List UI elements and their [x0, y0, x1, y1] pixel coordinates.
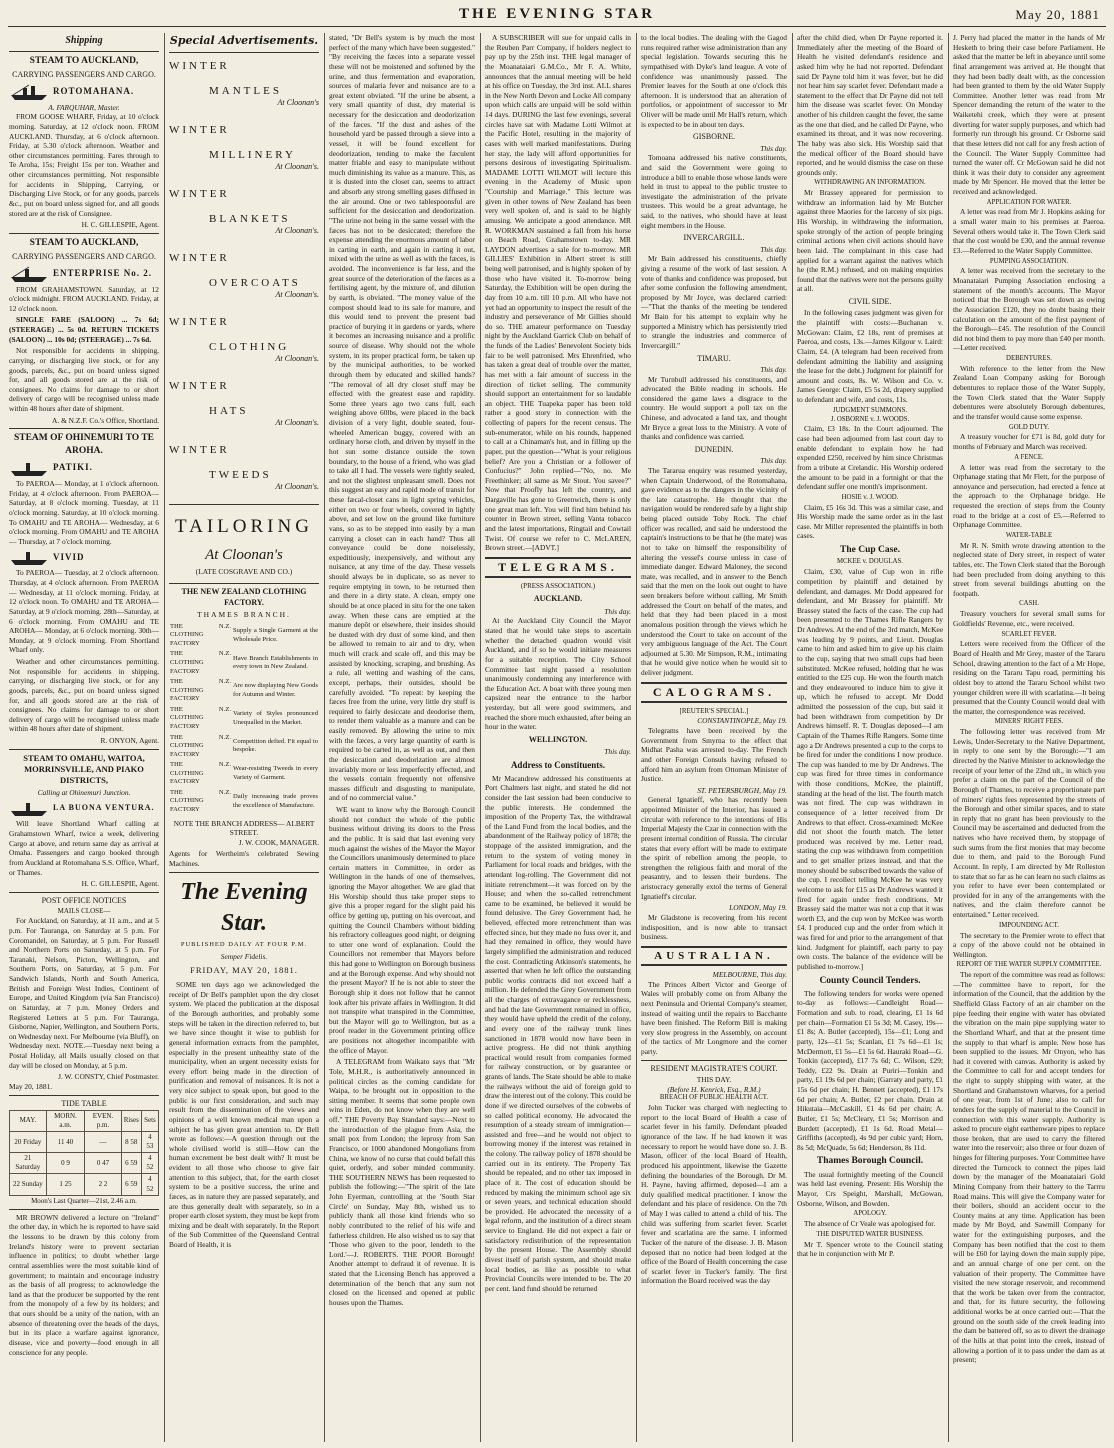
factory-label: THE N.Z. CLOTHING FACTORY — [170, 761, 231, 786]
agent: R. ONYON, Agent. — [100, 736, 159, 746]
article-text: The usual fortnightly meeting of the Council was held last evening. Present: His Worship the Mayor, Crs Speight, Marshall, McGowan, Osborne, Wilson, and Bowden. — [797, 1169, 943, 1208]
dateline: WELLINGTON. — [528, 734, 588, 744]
column-rule — [324, 33, 325, 1442]
table-cell: 4 52 — [141, 1174, 158, 1195]
table-row — [169, 649, 319, 677]
table-cell: 0 47 — [85, 1153, 121, 1174]
section-title-shipping: Shipping — [65, 35, 103, 46]
article-text: The report of the committee was read as follows:—The committee have to report, for the information of the Council, that the addition by the Sheffield Glass Factory of an air chamber on the pipe feeding their engine with water has obviated the vibration on the main pipe supplying water to the Shortland Wharf, and that at the present time the supply to that wharf is ample. New hose has been supplied to the issues. Mr Onyon, who has had it covered with canvas. Authority is asked by the Committee to call for and accept tenders for the right to supply shipping with water, at the Shortland and Grahamstown wharves, for a period of one year, from 1st of June; also to call for tenders for the supply of material to the Council in connection with this water supply. Authority is asked to procure eight earthenware pipes to replace those broken, that are used to carry the filtered water into the reservoir; also three or four dozen of hinges for filtering purposes. Your Committee have directed the Turncock to connect the pipes laid down by the manager of the Moanataiari Gold Mining Company from their battery to the Tarrru Road mains. This will give the Company water for their boilers, should an accident occur to the County mains at any time. Application has been made by Mr Boyd, and Sawmill Company for water for the extinguishing purposes, and the Company has been notified that the cost to them will be £60 for laying down the main supply pipe, and an annual charge of one per cent. on the valuation of their property. The Committee have visited the new storage reservoir, and recommend that the work be taken over from the contractor, and that, for its future security, the following additional works be at once carried out:—That the ground on the south side of the creek leading into the dam be battered off, so as to divert the drainage of the hills at that point into the creek, instead of allowing a portion of it to pass under the dam as at present; — [953, 970, 1105, 1365]
newspaper-title: THE EVENING STAR — [458, 6, 656, 22]
table-cell: 2 2 — [85, 1174, 121, 1195]
case-heading: REPORT OF THE WATER SUPPLY COMMITTEE. — [956, 961, 1102, 969]
subheading: Calling at Ohinemuri Junction. — [37, 787, 131, 797]
factory-branch: THAMES BRANCH. — [197, 610, 291, 620]
article-text: Claim, £3 18s. In the Court adjourned. The case had been adjourned from last court day to enable defendant to explain how he had expended £250, received by him since Christmas from a tribute at Crelandic. His Worship ordered the amount to be paid in a fortnight or that the defendant suffer one month's imprisonment. — [797, 424, 943, 492]
article-text: to the local bodies. The dealing with the Gagod runs required rather wise administration than any special legislation. Towards securing this he sympathised with Dyke's land league. A vote of confidence was unanimously passed. The Premier leaves for the South at one o'clock this afternoon. It is understood that an alteration of portfolios, or appointment of successor to Mr Oliver will be made until Mr Hall's return, which is expected to be in about ten days. — [641, 33, 787, 129]
table-cell: 21 Saturday — [10, 1153, 47, 1174]
article-text: A SUBSCRIBER will sue for unpaid calls in the Reuben Parr Company, if holders neglect to pay up by the 25th inst. THE legal manager of the Moanataiari G.M.Co., Mr F. A. White, announces that the annual meeting will be held at his office on Tuesday, the 3rd inst. ALL shares in the New North Devon and Locke All company upon which calls are unpaid will be sold within 14 days. DURING the last few evenings, several circles have sat with Madame Lotti Wilmot at the Pacific Hotel, resulting in the majority of cases with well marked manifestations. During her stay, the lady will afford opportunities for persons desirous of investigating Spiritualism. MADAME LOTTI WILMOT will lecture this evening in the Academy of Music upon "Courtship and Marriage." This lecture was given in other towns of New Zealand has been very well spoken of, and is said to be highly amusing. We anticipate a good attendance. MR R. WORKMAN sustained a fall from his horse on Beach Road, Grahamstown to-day. MR LAYDON advertises a sale for to-morrow. MR GILLIES' Exhibition in Albert street is still being well patronised, and is highly spoken of by those who have visited it. To-morrow being Saturday, the Exhibition will be open during the day from 10 a.m. till 10 p.m. All who have not yet had an opportunity to inspect the result of the industry and perseverance of Mr Gillies should do so. THE amateur performance on Tuesday night by the Auckland Garrick Club on behalf of the funds of the Ladies' Benevolent Society bids fair to be well patronised. Mrs Ehrenfried, who has taken a great deal of trouble over the matter, has met with a fair amount of success in the direction of ticket selling. The community should support an entertainment for so laudable an object. THE Tuapeka paper has been told rather a good story in connection with the collecting of papers for the recent census. The sub-enumerator, while on his rounds, happened to call at a Chinaman's hut, and in filling up the paper, put the question—"What is your religious belief? Are you a Christian or a follower of Confucius?" John replied—"No, no. Me Freethinker; all same as Mr Stout. You savee?" Now that Proofly has left the country, and Dargaville has gone to Greenwich, there is only one great man left. You will find him behind his counter in Brown street, selling Vanta tobacco and the latest importations, Ringtail and Cowtail Twist. Of course we refer to C. McLAREN, Brown street.—[ADVT.] — [485, 33, 631, 553]
telegrams-heading: TELEGRAMS. — [485, 557, 631, 579]
table-row — [10, 1174, 159, 1195]
ad-item: CLOTHING — [209, 340, 290, 353]
winter-ad — [169, 315, 319, 373]
ship-master: A. FARQUHAR, Master. — [48, 102, 120, 112]
factory-label: THE N.Z. CLOTHING FACTORY — [170, 650, 231, 675]
case-heading: A FENCE. — [1014, 453, 1044, 461]
dateline-time: This day. — [760, 364, 787, 374]
steamship-icon — [9, 83, 49, 101]
case-heading: IMPOUNDING ACT. — [999, 921, 1059, 929]
article-text: after the child died, when Dr Payne reported it. Immediately after the meeting of the Board of Health he visited defendant's residence and asked him why he had not reported. Defendant said Dr Payne told him it was fever, but he did not hear him say scarlet fever. Defendant made a statement to the effect that Dr Payne did not tell him the disease was scarlet fever. On Monday another of his children caught the fever, the same as the one that died, and he called Dr Payne, who examined its throat, and it was now recovering. The baby was also sick. His Worship said that the medical officer of the Board should have reported, and he would dismiss the case on these grounds only. — [797, 33, 943, 177]
ship-ad — [9, 459, 159, 477]
factory-heading: THE NEW ZEALAND CLOTHING FACTORY. — [181, 587, 307, 607]
divider — [9, 233, 159, 234]
ship-name: ROTOMAHANA. — [53, 85, 135, 96]
column-rule — [164, 33, 165, 1442]
post-date: May 20, 1881. — [9, 1081, 53, 1091]
column-7 — [953, 33, 1105, 1442]
fares: SINGLE FARE (SALOON) ... 7s 6d; (STEERAGE) ... 5s 0d. RETURN TICKETS (SALOON) ... 10s 0d; (STEERAGE) ... 7s 6d. — [9, 315, 159, 344]
ad-item: OVERCOATS — [209, 276, 301, 289]
case-heading: WATER-TABLE — [1005, 531, 1053, 539]
table-row — [10, 1132, 159, 1153]
divider — [169, 583, 319, 584]
article-text: Mr Gladstone is recovering from his recent indisposition, and is now able to transact business. — [641, 912, 787, 942]
ad-heading: WINTER — [169, 316, 230, 329]
factory-claim: Supply a Single Garment at the Wholesale Price. — [233, 627, 318, 643]
ship-ad — [9, 83, 159, 101]
table-header-row — [10, 1110, 159, 1131]
factory-label: THE N.Z. CLOTHING FACTORY — [170, 788, 231, 814]
heading: STEAM TO AUCKLAND, — [29, 237, 139, 248]
winter-ad — [169, 187, 319, 245]
dateline-time: This day. — [760, 456, 787, 466]
ad-item: BLANKETS — [209, 212, 291, 225]
ship-ad — [9, 265, 159, 283]
case-parties: MCKEE v. DOUGLAS. — [836, 558, 904, 566]
agents-note: Agents for Wertheim's celebrated Sewing Machines. — [169, 849, 319, 869]
divider — [9, 749, 159, 750]
case-heading: CASH. — [1019, 600, 1039, 608]
ad-heading: WINTER — [169, 188, 230, 201]
notice: Weather and other circumstances permitting. Not responsible for accidents in shipping, carrying, or discharging live stock, or for any goods, parcels, &c., put on board unless signed for, and all goods stored are at the risk of consignees. No claims for damage to or short delivery of cargo will be recognised unless made within 48 hours after date of shipment. — [9, 657, 159, 734]
table-row — [169, 622, 319, 650]
dateline: AUCKLAND. — [533, 594, 583, 604]
divider — [169, 504, 319, 505]
dateline: INVERCARGILL. — [683, 233, 745, 243]
column-rule — [480, 33, 481, 1442]
ad-heading: WINTER — [169, 252, 230, 265]
tailoring-store: At Cloonan's — [205, 546, 283, 563]
table-cell: 6 59 — [121, 1174, 141, 1195]
ship-name: VIVID — [53, 551, 85, 562]
manager: J. W. COOK, MANAGER. — [238, 837, 319, 847]
ship-schedule: FROM GRAHAMSTOWN. Saturday, at 12 o'clock midnight. FROM AUCKLAND. Friday, at 12 o'clock noon. — [9, 284, 159, 313]
article-text: Mr T. Spencer wrote to the Council stating that he in conjunction with Mr P. — [797, 1239, 943, 1259]
ad-item: MANTLES — [209, 84, 282, 97]
post-office-subheading: MAILS CLOSE— — [57, 907, 111, 916]
telegrams-source: (PRESS ASSOCIATION.) — [520, 582, 596, 591]
dateline: CONSTANTINOPLE, May 19. — [697, 716, 787, 726]
heading: STEAM TO OMAHU, WAITOA, MORRINSVILLE, AND PIAKO DISTRICTS, — [23, 752, 145, 785]
dateline: LONDON, May 19. — [729, 903, 787, 913]
article-heading: The Cup Case. — [840, 545, 900, 556]
ad-store: At Cloonan's. — [275, 481, 319, 491]
table-cell: 4 52 — [141, 1153, 158, 1174]
dateline-time: This day. — [604, 606, 631, 616]
ship-schedule: FROM GOOSE WHARF, Friday, at 10 o'clock morning. Saturday, at 12 o'clock noon. FROM AUCKLAND. Thursday, at 6 o'clock afternoon. Friday, at 5.30 o'clock afternoon. Weather and other circumstances permitting. Fares through to Te Aroha, 15s; Freight 15s per ton. Weather and other circumstances permitting. Not responsible for accidents in Shipping, Carrying, or Discharging Live Stock, or for any goods, parcels &c., put on board unless signed for, and all goods stored are at the risk of Consignee. — [9, 112, 159, 218]
divider — [9, 892, 159, 893]
ad-heading: WINTER — [169, 124, 230, 137]
table-cell: 4 53 — [141, 1132, 158, 1153]
article-text: The absence of Cr Veale was apologised for. — [804, 1219, 936, 1229]
column-5 — [641, 33, 787, 1442]
article-text: A letter was read from the secretary to the Orphanage stating that Mr Flett, for the purpose of annoyance and persecution, had erected a fence at the approach to the Orphanage bridge. He requested the erection of steps from the County road to the bridge at a cost of £5.—Referred to Orphanage Committee. — [953, 462, 1105, 530]
column-6 — [797, 33, 943, 1442]
article-text: Claim, £30, value of Cup won in rifle competition by plaintiff and detained by defendant, and damages. Mr Dodd appeared for defendant, and Mr Brassey for plaintiff. Mr Brassey stated the facts of the case. The cup had been presented to the Thames Rifle Rangers by Dr Andrews. At the end of the 3rd match, McKee was leading by 9 points, and Lieut. Douglas came to him and asked him to give up his claim to the cup, saying that two small cups had been substituted. McKee refused, holding that he was entitled to the £25 cup. He won the fourth match and they endeavoured to induce him to give it up, which he refused to accept. Mr Dodd admitted the possession of the cup, but said it had been withdrawn from competition by Dr Andrews himself. R. T. Douglas deposed—I am Captain of the Thames Rifle Rangers. Some time ago a Dr Andrews presented a cup to the corps to be fired for under the conditions I now produce. The cup was handed to me by Dr Andrews. The cup was fired for three times in conformance with those conditions, McKee, the plaintiff, standing at the head of the list. The fourth match was not fired. The cup was withdrawn in consequence of a letter received from Dr Andrews to that effect. Cross-examined: McKee did not shoot the fourth match. The letter produced was received by me. Letter read, stating the cup was withdrawn from competition and to get smaller prizes instead, and that the money should be subscribed towards the value of the cup. I recollect telling McKee he was very welcome to ask for £15 as Dr Andrews wanted it fired for again under fresh conditions. Mr Brassey said the matter was not a cup that it was worth £3, and the cup won by McKee was worth £4. I produced cup and the order from which it was fired for and prior to the arrangement of that kind. Judgment for plaintiff, each party to pay own costs. The balance of the evidence will be published to-morrow.] — [797, 567, 943, 971]
article-text: Mr Bain addressed his constituents, chiefly giving a resume of the work of last session. A vote of thanks and confidence was proposed, but after some confusion the following amendment, proposed by Mr Joyce, was declared carried:—"That the thanks of the meeting be tendered Mr Bain for his attempt to explain why he supported a Ministry which has persistently tried to strangle the industries and commerce of Invercargill." — [641, 254, 787, 350]
ship-name: PATIKI. — [53, 462, 93, 473]
case-heading: DEBENTURES. — [1006, 355, 1052, 363]
table-cell: 0 9 — [46, 1153, 85, 1174]
column-4 — [485, 33, 631, 1442]
steamship-icon — [9, 799, 49, 817]
ship-schedule: To PAEROA— Tuesday, at 2 o'clock afternoon. Thursday, at 4 o'clock afternoon. From PAEROA— Wednesday, at 11 o'clock morning. Friday, at 12 o'clock noon. To OMAHU and TE AROHA— Saturday, at 9 o'clock morning. 28th—Saturday, at 6 o'clock morning. From OMAHU and TE AROHA— Monday, at 6 o'clock morning. 30th—Monday, at 9 o'clock morning. From Shortland Wharf only. — [9, 568, 159, 655]
table-cell: 20 Friday — [10, 1132, 47, 1153]
subheading: CARRYING PASSENGERS AND CARGO. — [12, 252, 156, 262]
factory-claim: Wear-resisting Tweeds in every Variety of Garment. — [233, 765, 318, 782]
article-text: Letters were received from the Officer of the Board of Health and Mr Grey, master of the Tararu School, drawing attention to the fact of a Mr Hope, residing on the Tararu Tapu road, permitting his oldest boy to attend the Tararu School whilst two younger children were ill with scarlatina.—It being presumed that the County Council would deal with the matter, the correspondence was received. — [953, 639, 1105, 716]
divider — [9, 428, 159, 429]
heading: STEAM TO AUCKLAND, — [29, 56, 139, 66]
factory-claim: Have Branch Establishments in every town in New Zealand. — [233, 654, 318, 671]
dateline-time: This day. — [604, 747, 631, 757]
editorial-date: FRIDAY, MAY 20, 1881. — [190, 965, 298, 976]
tide-table — [9, 1110, 159, 1196]
article-heading: Address to Constituents. — [510, 759, 606, 770]
article-text: The Tararua enquiry was resumed yesterday, when Captain Underwood, of the Rotomahana, gave evidence as to the dangers in the vicinity of the late catastrophe. He thought that the navigation would be rendered safe by a light ship being placed outside Toby Rock. The chief officer was recalled, and said he understood the captain's instructions to be that he (the mate) was not to take on himself the responsibility of altering the vessel's course unless in case of immediate danger. Edward Maloney, the second mate, was recalled, and in answer to the Bench said that the men on the look out ought to have seen breakers before without calling. Mr Smith addressed the Court on behalf of the mates, and held that they had been placed in a most anomalous position through the views which he understood the Court to take on account of the very ambiguous language of the Act. The Court adjourned at 5.30. Mr Simpson, R.M., intimating that he would give notice when he would sit to deliver judgment. — [641, 465, 787, 678]
steamship-icon — [9, 265, 49, 283]
case-heading: PUMPING ASSOCIATION. — [989, 257, 1069, 265]
factory-table — [169, 622, 319, 816]
calograms-source: [REUTER'S SPECIAL.] — [679, 707, 749, 716]
table-cell: 6 59 — [121, 1153, 141, 1174]
article-text: The following tenders for works were opened to-day as follows:—Candleight Road—Formation and sub. to road, clearing, £1 1s 6d per chain—Formation £1 5s 3d; M. Casey, 19s—£1 8s; A. Butler (accepted), 15s—£1; Long and party, 12s—£1 5s; Scanlan, £1 7s 6d—£1 1s; McDermott, £1 5s—£1 5s 6d. Hauraki Road—G. Tonkin (accepted), £17 7s 6d; C. Wilson, £29; Teddy, £22 9s. Drain at Puriri—Tonkin and party, £1 19s 6d per chain; (Garraty and party, £1 15s 6d per chain; H. Bennett (accepted), £1 17s 6d per chain; A. Butler, £2 per chain. Drain at Hikutaia—McCaskill, £1 4s 6d per chain; A. Butler, £1 5s; McCleary, £1 5s; Morrison and Burdett (accepted), £1 1s 6d. Road Metal—Griffiths (accepted), 4s 9d per cubic yard; Horn, 8s 5d; McQuade, 5s 6d; Henderson, 8s 11d. — [797, 988, 943, 1152]
page-date: May 20, 1881 — [1015, 7, 1100, 22]
paper-title: The Evening Star. — [180, 878, 308, 936]
article-text: A letter was read from Mr J. Hopkins asking for a small water main to his premises at Paeroa. Several others would take it. The Town Clerk said that the cost would be £30, and the annual revenue £3.—Referred to the Water Supply Committee. — [953, 207, 1105, 255]
article-text: Mr Macandrew addressed his constituents at Port Chalmers last night, and stated he did not consider the last session had been conducive to the public interests. He condemned the imposition of the Property Tax, the withdrawal of the Land Fund from the local bodies, and the abandonment of the Railway policy of 1878; the stoppage of the assisted immigration, and the return to the system of voting money in Parliament for local roads and bridges, with the attendant log-rolling. The Government did not initiate retrenchment—it was forced on by the House; and when the so-called retrenchment came to be examined, he believed it would be found delusive. The Grey Government had, he believed, effected more retrenchment than was effected since, but they made no fuss over it, and had they remained in office, they would have largely simplified the administration and reduced the cost. Contradicting Atkinson's statements, he asserted that when he left office the outstanding public works contracts did not exceed half a million. He defended the Grey Government from all the charges of extravagance or recklessness, and had the late Government remained in office, they would have upheld the credit of the colony, and every one of the railway trunk lines sanctioned in 1878 would now have been in active progress. He did not think anything practical would result from companies formed for railway construction, or by guarantee or grants of lands. The State should be able to make the railways without the aid of foreign gold to draw the interest out of the colony. This could be done if we directed ourselves of the cobwebs of so called political economy. He advocated the resumption of a steady stream of immigration—assisted and free—and he would not object to borrowing money if the interest was retained in the colony. The railway policy of 1878 should be carried out in its entirety. The Property Tax should be repealed, and no other tax imposed in place of it. The cost of education should be reduced by making the minimum school age six or seven years, and technical education should be provided. He advocated the necessity of a legal reform, and the institution of a direct steam service to England. He did not expect a fair or satisfactory redistribution of the representation by the present House. The Assembly should divest itself of parish system, and should make local bodies, as like as possible to what Provincial Councils were intended to be. The 20 per cent. land fund should be returned — [485, 773, 631, 1293]
factory-label: THE N.Z. CLOTHING FACTORY — [170, 733, 231, 758]
table-header: Rises — [121, 1110, 141, 1131]
winter-ad — [169, 251, 319, 309]
heading: STEAM OF OHINEMURI TO TE AROHA. — [13, 433, 155, 456]
table-row — [169, 788, 319, 816]
article-text: John Tucker was charged with neglecting to report to the local Board of Health a case of scarlet fever in his family. Defendant pleaded ignorance of the law. If he had known it was necessary to report he would have done so. J. B. Mason, officer of the local Board of Health, produced his appointment, likewise the Gazette defining the boundaries of the Borough. Dr M. H. Payne, having affirmed, deposed—I am a duly qualified medical practitioner. I know the defendant and his place of residence. On the 7th of May I was called to attend a child of his. The child was suffering from scarlet fever. Scarlet fever and scarlatina are the same. I informed Tucker of the nature of the disease. J. B. Mason deposed that no notice had been lodged at the office of the Board of Health concerning the case of scarlet fever in Tucker's family. The first information the Board received was the day — [641, 1103, 787, 1286]
winter-ad — [169, 59, 319, 117]
case-heading: THE DISPUTED WATER BUSINESS. — [816, 1230, 924, 1238]
column-rule — [636, 33, 637, 1442]
ship-schedule: Will leave Shortland Wharf calling at Grahamstown Wharf, twice a week, delivering Cargo at above, and return same day as arrival at Omaha. Passengers and cargo booked through from Auckland at Rotomahana S.S. Office, Wharf, or Thames. — [9, 819, 159, 877]
agent: H. C. GILLESPIE, Agent. — [81, 220, 159, 230]
ad-store: At Cloonan's. — [275, 417, 319, 427]
article-text: A letter was received from the secretary to the Moanataiari Pumping Association enclosing a statement of the month's accounts. The Mayor noticed that the Borough was set down as owing the Association £120, they no doubt basing their calculation on the amount of the first payment of the Borough—£45. The resolution of the Council did not bind them to pay more than £40 per month.—Letter received. — [953, 266, 1105, 353]
factory-label: THE N.Z. CLOTHING FACTORY — [170, 705, 231, 730]
tide-table-heading: TIDE TABLE — [61, 1098, 107, 1108]
table-row — [169, 705, 319, 733]
winter-ad — [169, 123, 319, 181]
divider — [9, 1209, 159, 1210]
case-heading: SCARLET FEVER. — [1001, 630, 1057, 638]
table-cell: 1 25 — [46, 1174, 85, 1195]
branch-address: NOTE THE BRANCH ADDRESS— ALBERT STREET. — [173, 818, 315, 838]
article-text: At the Auckland City Council the Mayor stated that he would take steps to ascertain whether the detached quadron would visit Auckland, and if so he would initiate measures for a suitable reception. The City School Committee last night passed a resolution unanimously condemning any interference with the Education Act. A boat with three young men capsized near the entrance to the harbor yesterday, but all were good swimmers, and reached the shore much exhausted, after being an hour in the water. — [485, 616, 631, 732]
court-day: THIS DAY. — [696, 1075, 732, 1085]
agent: A. & N.Z.F. Co.'s Office, Shortland. — [52, 415, 159, 425]
australian-heading: AUSTRALIAN. — [641, 946, 787, 966]
dateline-time: This day. — [760, 244, 787, 254]
divider — [9, 51, 159, 52]
ad-item: TWEEDS — [209, 468, 272, 481]
dateline: TIMARU. — [697, 353, 731, 363]
section-title-special-ads: Special Advertisements. — [169, 34, 319, 47]
case-parties: J. OSBORNE v. J. WOODS. — [830, 415, 910, 423]
post-office-text: For Auckland, on Saturday, at 11 a.m., and at 5 p.m. For Tauranga, on Saturday at 5 p.m. For Coromandel, on Saturday, at 5 p.m. For Russell and Northern Ports on Saturday, at 5 p.m. For Taranaki, Nelson, Picton, Wellington, and Southern Ports, on Saturday, at 5 p.m. For Sandwich Islands, North and South America, British and Foreign West Indies, Continent of Europe, and United Kingdom (via San Francisco) on Saturday, at 7 p.m. Money Orders and Registered Letters at 5 p.m. For Tauranga, Gisborne, Napier, Wellington, and Southern Ports, on Wednesday next. For Melbourne (via Bluff), on Wednesday next. NOTE.—Tuesday next being a Postal Holiday, all Mails usually closed on that day will be closed on Monday, at 5 p.m. — [9, 916, 159, 1070]
case-parties: HOSIE v. J. WOOD. — [841, 493, 899, 501]
article-text: General Ignatieff, who has recently been appointed Minister of the Interior, has issued a circular with reference to the intentions of His Imperial Majesty the Czar in connection with the present internal condition of Russia. The circular states that every effort will be made to extirpate the spirit of rebellion among the people, to strengthen the religious faith and moral of the peasantry, and to lessen their burdens. The aristocracy generally extol the terms of General Ignatieff's circular. — [641, 795, 787, 901]
column-rule — [948, 33, 949, 1442]
article-heading: County Council Tenders. — [819, 975, 921, 986]
factory-claim: Competition defied. Fit equal to bespoke. — [233, 737, 318, 754]
paragraph: MR BROWN delivered a lecture on "Ireland" the other day, in which he is reported to have said the lessons to be drawn by this colony from Ireland's history were to prevent sectarian influence in politics; to doubt whether large central assemblies were the most suitable kind of government; to maintain and encourage industry as the basis of all progress; to acknowledge the land as that the producer be supported by the rent from the monopoly of a few by its holders; and that ours should be a unity of the nation, with an absence of threatening over the heads of the days, but in its place a warfare against ignorance, disease, vice and poverty—food enough in all conscience for any people. — [9, 1212, 159, 1357]
ship-schedule: To PAEROA— Monday, at 1 o'clock afternoon. Friday, at 4 o'clock afternoon. From PAEROA— Saturday, at 8 o'clock morning. Tuesday, at 11 o'clock morning. Saturday, at 10 o'clock morning. To OMAHU and TE AROHA— Wednesday, at 6 o'clock morning. From OMAHU and TE AROHA— Thursday, at 7 o'clock morning. — [9, 479, 159, 546]
winter-ad — [169, 443, 319, 501]
tailoring-note: (LATE COSGRAVE AND CO.) — [195, 567, 293, 577]
case-heading: APPLICATION FOR WATER. — [986, 198, 1072, 206]
ad-item: HATS — [209, 404, 249, 417]
steamship-icon — [9, 459, 49, 477]
table-row — [169, 733, 319, 761]
ad-store: At Cloonan's — [277, 97, 319, 107]
postmaster: J. W. CONSTY, Chief Postmaster. — [58, 1072, 159, 1082]
article-text: J. Perry had placed the matter in the hands of Mr Hesketh to bring their case before Parliament. He asked that the matter be left in abeyance until some final arrangement was arrived at. He thought that they had been badly dealt with, as the concession had been granted to them by the old Water Supply Committee. Another letter was read from Mr Spencer demanding the return of the water to the Waiketehi creek, which they were at present diverting for water supply purposes, and which had formerly run through his ground. Cr Osborne said that these letters did not call for any fresh action of the Council. The Water Supply Committee had turned the water off. Cr McGowan said he did not think it was their duty to consider any agreement made by Mr Spencer. He moved that the letter be received and acknowledged. — [953, 33, 1105, 196]
article-text: Treasury vouchers for several small sums for Goldfields' Revenue, etc., were received. — [953, 609, 1105, 628]
divider — [641, 1060, 787, 1061]
case-heading: APOLOGY. — [853, 1210, 887, 1218]
table-row — [169, 760, 319, 788]
factory-label: THE N.Z. CLOTHING FACTORY — [170, 678, 231, 703]
post-office-heading: POST OFFICE NOTICES — [41, 895, 127, 905]
case-heading: GOLD DUTY. — [1008, 423, 1050, 431]
factory-claim: Are now displaying New Goods for Autumn and Winter. — [233, 682, 318, 698]
article-text: A treasury voucher for £71 is 8d, gold duty for months of February and March was received. — [953, 432, 1105, 452]
article-text: Mr R. N. Smith wrote drawing attention to the neglected state of Dery street, in respect of water tables, etc. The Town Clerk stated that the Borough had been precluded from doing anything to this street from several buildings abutting on the footpath. — [953, 540, 1105, 598]
moon-phase: Moon's Last Quarter—21st, 2.46 a.m. — [31, 1196, 137, 1205]
article-text: Mr Turnbull addressed his constituents, and advocated the Bible reading in schools. He considered the game laws a disgrace to the country. He would support a poll tax on the Chinese, and advocated a land tax, and thought Mr Bryce a great loss to the Ministry. A vote of thanks and confidence was carried. — [641, 374, 787, 442]
ad-store: At Cloonan's. — [275, 161, 319, 171]
motto: Semper Fidelis. — [220, 951, 268, 961]
column-shipping — [9, 33, 159, 1442]
ad-heading: WINTER — [169, 380, 230, 393]
ship-name: LA BUONA VENTURA. — [53, 803, 155, 813]
ship-ad — [9, 799, 159, 817]
winter-ad — [169, 379, 319, 437]
factory-label: THE N.Z. CLOTHING FACTORY — [170, 622, 231, 647]
article-text: stated, "Dr Bell's system is by much the most perfect of the many which have been suggested." "By receiving the fæces into a separate vessel these will not be moistened and softened by the urine, and thus fermentation and evaporation, sources of malaria fever and nuisance are to a great extent obviated. "If the urine be absent, a very small quantity of dust, dry material is necessary for the desiccation and deodorization of the fæces. "If the dust and ashes of the household yard be passed through a sieve into a vessel, it will be found excellent for deodorization, tending to make the fæculent matter friable and easy to manipulate without much diminishing its value as a manure. This, as it is dusted into the closet can, seems to attract and absorb any strong smelling gases diffused in the air around. One or two tablespoonsful are sufficient for the desiccation and deodorization. "The urine not being in the same vessel with the fæces has not to be desiccated; therefore the expense attending the enormous amount of labor in carting in earth, and again in carting it out, mixed with the urine as well as with the fæces, is avoided. The inconvenience is far less, and the great source of the deterioration of the fæces as a fertilising agent, by the mixture of, and dilution by earth, is obviated. "The money value of the compost should lead to its sale for manure, and this would tend to prevent the present bad practice of burying it in gardens or yards, where it becomes an increasing nuisance and a prolific source of disease. Why should not the whole system, in its proper practical form, be taken up by the municipal authorities, to be worked through them by educated and skilled hands? "The removal of all dry closet stuff may be effected with the greatest ease and rapidity. Some three years ago two cans full, each weighing above 60lbs, were placed in the back division of a very light, double seated, four-wheeled American buggy, covered with an ordinary horse cloth, and driven by myself in the hot sun some distance outside the town boundary, to the house of a friend, who was glad to take all I had. The vessels were tightly sealed, and not the slightest unpleasant smell. Does not this suggest an easy and rapid mode of transit for these fæcal-closet cans in light spring vehicles, either on two or four wheels, covered in lightly above, and set low on the ground like furniture vans, so as to be stepped into easily by a man carrying a closet can in each hand? Thus all conveyance could be done noiselessly, expeditiously, inexpensively, and without any nuisance, at any time of the day. These vessels should always be in duplicate, so as never to require emptying in town, to be returned then and there in a dirty state. A clean, empty one should be at once placed in situ for the one taken away. When these cans are emptied at the manure depôt or elsewhere, their insides should be dusted with dry dust of some kind, and then be allowed to remain to air and to dry, when much will crack and scale off, and this may be assisted by knocking, scraping, and brushing. As a rule, all wetting and washing of the cans, except, perhaps, their outsides, should be carefully avoided. "To repeat: by keeping the fæces free from the urine, very little dry stuff is required to fairly desiccate and deodorise them, to render them valuable as a manure and can be easily removed. By allowing the urine to mix with the fæces, a very large quantity of earth is required to be carted in, as well as out, and then the desiccation and deodorization are almost invariably more or less imperfectly effected, and the vessels contain frequently not offensive masses difficult and disgusting to manipulate, and of no commercial value." — [329, 33, 475, 803]
steamship-icon — [9, 548, 49, 566]
dateline-time: This day. — [760, 143, 787, 153]
article-text: Mr Brassey appeared for permission to withdraw an information laid by Mr Butcher against three Maories for the larceny of six pigs. His Worship, in withdrawing the information, spoke strongly of the action of people bringing criminal actions when civil actions should have been laid. The complainant in this case had applied for a warrant against the natives which he (the R.M.) refused, and on making enquiries found that the natives were not the persons guilty at all. — [797, 188, 943, 294]
column-rule — [792, 33, 793, 1442]
ad-heading: WINTER — [169, 444, 230, 457]
table-header: Sets — [141, 1110, 158, 1131]
table-row — [10, 1153, 159, 1174]
ship-ad — [9, 548, 159, 566]
article-text: The Princes Albert Victor and George of Wales will probably come on from Albany the next Peninsula and Oriental Company's steamer, instead of waiting until the repairs to Bacchante have been finished. The Reform Bill is making very slow progress in the Assembly, on account of the tactics of Mr Longmore and the corner party. — [641, 979, 787, 1057]
ship-name: ENTERPRISE No. 2. — [53, 267, 153, 278]
article-heading: Thames Borough Council. — [816, 1156, 924, 1167]
case-heading: WITHDRAWING AN INFORMATION. — [814, 179, 926, 187]
ad-store: At Cloonan's. — [275, 353, 319, 363]
masthead-rule — [8, 26, 1106, 27]
ad-store: At Cloonan's. — [275, 289, 319, 299]
masthead — [0, 0, 1114, 28]
dateline: ST. PETERSBURGH, May 19. — [697, 785, 787, 795]
case-heading: MINERS' RIGHT FEES. — [994, 718, 1064, 726]
article-text: Telegrams have been received by the Government from Smyrna to the effect that Midhat Pasha was arrested to-day. The French and other Foreign Consuls having refused to afford him an asylum from Ottoman Minister of Justice. — [641, 726, 787, 784]
tailoring-heading: TAILORING — [175, 516, 313, 538]
column-3 — [329, 33, 475, 1442]
court-heading: RESIDENT MAGISTRATE'S COURT. — [650, 1063, 778, 1073]
subheading: CARRYING PASSENGERS AND CARGO. — [12, 70, 156, 80]
agent: H. C. GILLESPIE, Agent. — [81, 879, 159, 889]
divider — [9, 1095, 159, 1096]
table-cell: 8 58 — [121, 1132, 141, 1153]
article-text: A TELEGRAM from Waikato says that "Mr Tole, M.H.R., is authoritatively announced in political circles as the coming candidate for Waipa, to be brought out in opposition to the sitting member. It seems that some people own wins in Eden, do not know when they are well off." THE Poverty Bay Standard says:—Next to the introduction of the plague from Asia, the small pox from London; the leprosy from San Francisco, or 1000 abandoned Mongolians from China, we know of no curse that could befall this quiet, orderly, and sober minded community. THE SOUTHERN NEWS has been requested to publish the following:—"The spirit of the late John Eyerman, controlling at the 'South Star Circle' on Sunday, May 8th, wished us to publicly thank all those kind friends who so nobly contributed to the relief of his wife and fatherless children. He also wished us to say that 'Those who given to the poor, lendeth to the Lord.'—J. ROBERTS. THE POOR Borough! Another attempt to defraud it of revenue. It is stated that the Licensing Bench has approved a determination of the bench that any sum not closed on the licensed and opened at public houses upon the Thames. — [329, 1057, 475, 1307]
dateline: GISBORNE. — [692, 132, 735, 142]
table-row — [169, 677, 319, 705]
table-cell: 11 40 — [46, 1132, 85, 1153]
court-judge: (Before H. Kenrick, Esq., R.M.) — [667, 1084, 761, 1094]
column-advertisements — [169, 33, 319, 1442]
case-heading: BREACH OF PUBLIC HEALTH ACT. — [659, 1094, 769, 1102]
dateline: DUNEDIN. — [694, 444, 734, 454]
ad-store: At Cloonan's. — [275, 225, 319, 235]
table-cell: — — [85, 1132, 121, 1153]
calograms-heading: CALOGRAMS. — [641, 682, 787, 704]
case-heading: CIVIL SIDE. — [848, 297, 892, 307]
editorial-text: SOME ten days ago we acknowledged the receipt of Dr Bell's pamphlet upon the dry closet system. We placed the publication at the disposal of the Borough authorities, and probably some steps will be taken in the direction referred to, but we have since thought it wise to publish for general information extracts from the pamphlet, especially in the present unhealthy state of the municipality, when an urgent necessity exists for every effort being made in the direction of purification and removal of nuisances. It is not a very nice subject to speak upon, but good to the public is our first consideration, and such may result from the dissemination of the views and opinions of a well known medical man upon a subject he has given great attention to. Dr Bell wrote as follows:—A question through out the whole civilised world is still—How can the human excrement be best dealt with? It must be evident to all those who choose to give fair attention to this subject, that, for the earth closet system to be a positive success, the urine and fæces, as in nature they are passed separately, and are thus generally dealt with separately, so in a proper earth closet system, they must be kept from mixing and be dealt with separately. In the Report of the Sub Committee of the Queensland Central Board of Health, it is — [169, 980, 319, 1250]
factory-claim: Daily increasing trade proves the excellence of Manufacture. — [233, 793, 318, 809]
table-header: MAY. — [10, 1110, 47, 1131]
article-text: Claim, £5 16s 3d. This was a similar case, and His Worship made the same order as in the last case. Mr Miller represented the plaintiffs in both cases. — [797, 502, 943, 541]
table-cell: 22 Sunday — [10, 1174, 47, 1195]
divider — [169, 52, 319, 53]
dateline: MELBOURNE, This day. — [712, 970, 787, 980]
article-text: With reference to the letter from the New Zealand Loan Company asking for Borough debentures to replace those of the Water Supply, the Town Clerk stated that the Water Supply debentures were absolutely Borough debentures, and the transfer would cause some expense. — [953, 363, 1105, 421]
article-text: Tomoana addressed his native constituents, and said the Government were going to introduce a bill to enable those whose lands were held in trust to appeal to the public trustee to investigate the administration of the private trustees. This would be a great advantage, he said, to the natives, who should have at least eight members in the House. — [641, 153, 787, 230]
table-header: MORN. a.m. — [46, 1110, 85, 1131]
divider — [169, 872, 319, 873]
case-heading: JUDGMENT SUMMONS. — [832, 406, 908, 414]
published-note: PUBLISHED DAILY AT FOUR P.M. — [180, 941, 308, 949]
article-text: The following letter was received from Mr Lewis, Under-Secretary to the Native Department, in reply to one sent by the Borough:—"I am directed by the Native Minister to acknowledge the receipt of your letter of the 22nd ult., in which you prefer a claim on the part of the Council of the Borough of Thames, to receive a proportionate part of miners' rights fees represented by the streets of the Borough and other similar spaces, and to state in reply that no grant has been previously to the Council may be ascertained and deducted from the natives who have received them, by stoppage of such sums from the first monies that may become due to them, and paid to the Borough Fund Account. In reply, I am directed by Mr Rolleston to state that so far as he can learn no such claims as you refer to have ever been contemplated or provided for in any of the arrangements with the natives, and the claim therefore cannot be entertained." Letter received. — [953, 727, 1105, 920]
article-text: In the following cases judgment was given for the plaintiff with costs:—Buchanan v. McGowan: Claim, £2 18s, rent of premises at Paeroa, and costs, 13s.—James Kilgour v. Laird: Claim, £4. (A telegram had been received from defendant admitting the liability and assigning the lease for the debt.) Judgment for plaintiff for amount and costs, 8s. W. Wilson and Co. v. James George: Claim, £5 5s 2d, drapery supplied to defendant and wife, and costs, 11s. — [797, 308, 943, 405]
article-text: The secretary to the Premier wrote to effect that a copy of the above could not be obtained in Wellington. — [953, 930, 1105, 959]
factory-claim: Variety of Styles pronounced Unequalled in the Market. — [233, 710, 318, 726]
ad-heading: WINTER — [169, 60, 230, 73]
table-header: EVEN. p.m. — [85, 1110, 121, 1131]
ad-item: MILLINERY — [209, 148, 296, 161]
notice: Not responsible for accidents in shipping, carrying, or discharging live stock, or for any goods, parcels, &c., put on board unless signed for, and all goods stored are at the risk of consignees. No claims for damage to or short delivery of cargo will be recognised unless made within 48 hours after date of shipment. — [9, 346, 159, 414]
article-text: WE want to know why the Borough Council should not conduct the whole of the public business without driving its doors to the Press and the public. It is said that last evening very much against the wishes of the Mayor the Mayor the Councillors unanimously determined to place certain matters in Committee, in order as Wellington in the hands of one of themselves, ignoring the Mayor altogether. We are glad that His Worship should thus take proper steps to give this a proper regard for the slight paid his office by getting up, putting on his overcoat, and quitting the Council Chambers without bidding his refractory colleagues good night, or deigning to utter one word of explanation. Could the Councillors not remember that Mayors before this had gone to Wellington on Borough business and at the Borough expense. And why should not the present Mayor? If he is not able to steer the Borough ship it does not follow that he cannot look after his private affairs in Wellington. It did not transpire what transpired in the Committee, but the Mayor will go to Wellington, but as a proof reader in the Government printing office are positions not altogether incompatible with the office of Mayor. — [329, 805, 475, 1055]
